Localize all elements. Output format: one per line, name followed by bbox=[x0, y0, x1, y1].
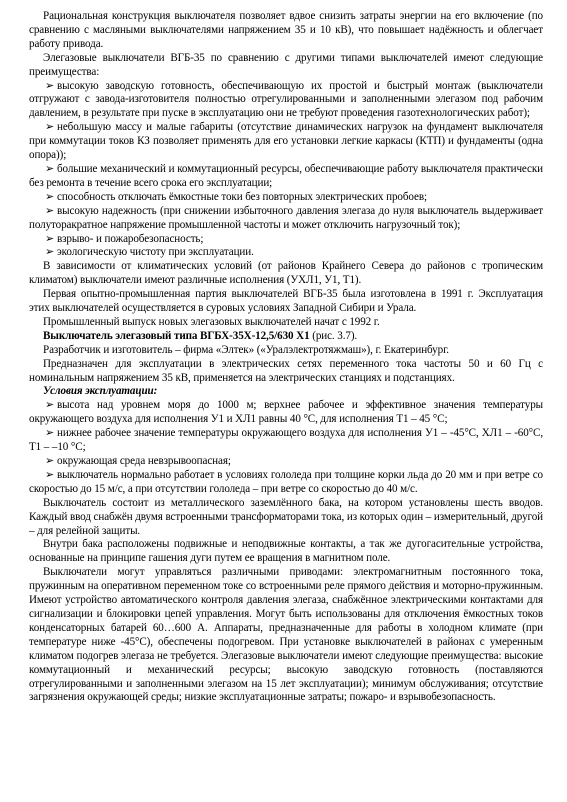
list-item: ➢ небольшую массу и малые габариты (отсутствие динамических нагрузок на фундамент выключателя при коммутации токов КЗ позволяет применять для его установки легкие каркасы (КТП) и фундаменты (одна опора)); bbox=[29, 121, 543, 162]
arrow-bullet-icon: ➢ bbox=[45, 399, 55, 412]
list-item: ➢ высокую заводскую готовность, обеспечивающую их простой и быстрый монтаж (выключатели отгружают с завода-изготовителя полностью отрегулированными и заполненными элегазом под рабочим давлением, в результате при пуске в эксплуатацию они не требуют проведения газотехнологических работ); bbox=[29, 79, 543, 120]
arrow-bullet-icon: ➢ bbox=[45, 79, 55, 92]
paragraph: Выключатель состоит из металлического заземлённого бака, на котором установлены шесть вводов. Каждый ввод снабжён двумя встроенными трансформаторами тока, из которых один – измерительный, другой – для релейной защиты. bbox=[29, 496, 543, 537]
list-item: ➢ выключатель нормально работает в условиях гололеда при толщине корки льда до 20 мм и при ветре со скоростью до 15 м/с, а при отсутствии гололеда – при ветре со скоростью до 40 м/с. bbox=[29, 468, 543, 495]
list-item: ➢ экологическую чистоту при эксплуатации. bbox=[45, 246, 254, 259]
subheading: Условия эксплуатации: bbox=[43, 385, 158, 398]
arrow-bullet-icon: ➢ bbox=[45, 204, 55, 217]
paragraph: Рациональная конструкция выключателя позволяет вдвое снизить затраты энергии на его включение (по сравнению с масляными выключателями напряжением 35 и 10 кВ), что повышает надёжность и облегчает работу привода. bbox=[29, 10, 543, 50]
paragraph: Предназначен для эксплуатации в электрических сетях переменного тока частоты 50 и 60 Гц с номинальным напряжением 35 кВ, применяется на электрических станциях и подстанциях. bbox=[29, 357, 543, 384]
arrow-bullet-icon: ➢ bbox=[45, 232, 55, 245]
paragraph: Выключатели могут управляться различными приводами: электромагнитным постоянного тока, пружинным на оперативном переменном токе со встроенными реле прямого действия и моторно-пружинным. Имеют устройство автоматического контроля давления элегаза, снабжённое электрическими контактами для сигнализации и блокировки цепей управления. Могут быть использованы для отключения ёмкостных токов конденсаторных батарей 60…600 А. Аппараты, предназначенные для работы в холодном климате (при температуре ниже -45°С), обеспечены подогревом. При установке выключателей в районах с умеренным климатом подогрев элегаза не требуется. Элегазовые выключатели имеют следующие преимущества: высокие коммутационный и механический ресурсы; высокую заводскую готовность (поставляются отрегулированными и заполненными элегазом на 15 лет эксплуатации); минимум обслуживания; отсутствие загрязнения окружающей среды; низкие эксплуатационные затраты; пожаро- и взрывобезопасность. bbox=[29, 566, 543, 704]
arrow-bullet-icon: ➢ bbox=[45, 455, 55, 467]
arrow-bullet-icon: ➢ bbox=[45, 162, 55, 175]
arrow-bullet-icon: ➢ bbox=[45, 468, 55, 481]
paragraph: Первая опытно-промышленная партия выключателей ВГБ-35 была изготовлена в 1991 г. Эксплуатация этих выключателей осуществляется в суровых условиях Западной Сибири и Урала. bbox=[29, 288, 543, 315]
list-item: ➢ высокую надежность (при снижении избыточного давления элегаза до нуля выключатель выдерживает полуторакратное напряжение промышленной частоты и может отключить нагрузочный ток); bbox=[29, 204, 543, 231]
paragraph: В зависимости от климатических условий (от районов Крайнего Севера до районов с тропическим климатом) выключатели имеют различные исполнения (УХЛ1, У1, Т1). bbox=[29, 260, 543, 287]
paragraph: Элегазовые выключатели ВГБ-35 по сравнению с другими типами выключателей имеют следующие преимущества: bbox=[29, 51, 543, 78]
arrow-bullet-icon: ➢ bbox=[45, 246, 55, 259]
list-item: ➢ способность отключать ёмкостные токи без повторных электрических пробоев; bbox=[45, 190, 427, 203]
section-heading: Выключатель элегазовый типа ВГБХ-35Х-12,5/630 Х1 bbox=[43, 329, 310, 342]
list-item: ➢ большие механический и коммутационный ресурсы, обеспечивающие работу выключателя практически без ремонта в течение всего срока его эксплуатации; bbox=[29, 162, 543, 189]
arrow-bullet-icon: ➢ bbox=[45, 427, 55, 440]
paragraph bbox=[29, 385, 543, 399]
paragraph: Промышленный выпуск новых элегазовых выключателей начат с 1992 г. bbox=[43, 315, 380, 328]
document-page bbox=[29, 10, 543, 705]
paragraph: Внутри бака расположены подвижные и неподвижные контакты, а так же дугогасительные устройства, основанные на принципе гашения дуги путем ее вращения в магнитном поле. bbox=[29, 538, 543, 565]
arrow-bullet-icon: ➢ bbox=[45, 190, 55, 203]
arrow-bullet-icon: ➢ bbox=[45, 121, 55, 134]
list-item: ➢ нижнее рабочее значение температуры окружающего воздуха для исполнения У1 – -45°С, ХЛ1 – -60°С, Т1 – –10 °С; bbox=[29, 427, 543, 454]
paragraph: Разработчик и изготовитель – фирма «Элтек» («Уралэлектротяжмаш»), г. Екатеринбург. bbox=[43, 343, 449, 356]
list-item: ➢ взрыво- и пожаробезопасность; bbox=[45, 232, 204, 245]
paragraph: Выключатель элегазовый типа ВГБХ-35Х-12,5/630 Х1 (рис. 3.7). bbox=[43, 329, 358, 342]
list-item: ➢ высота над уровнем моря до 1000 м; верхнее рабочее и эффективное значения температуры окружающего воздуха для исполнения У1 и ХЛ1 равны 40 °С, для исполнения Т1 – 45 °С; bbox=[29, 399, 543, 426]
list-item: ➢ окружающая среда невзрывоопасная; bbox=[45, 455, 231, 467]
